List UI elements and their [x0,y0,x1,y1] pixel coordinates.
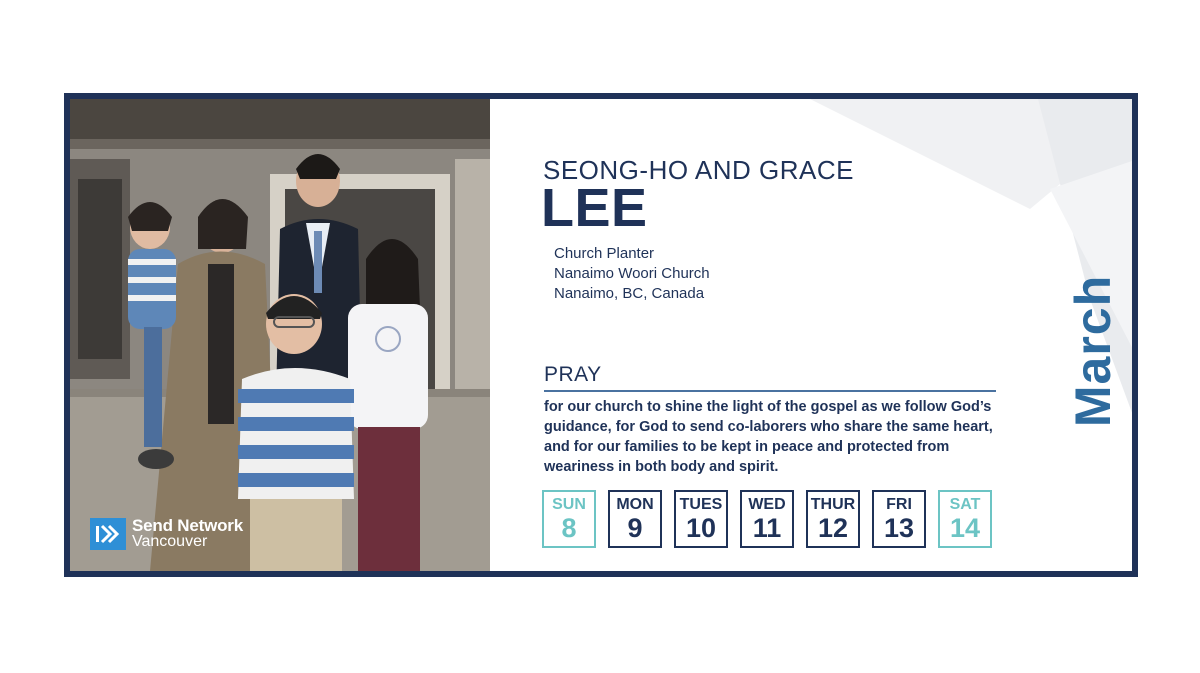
day-sat [938,490,992,548]
prayer-text: for our church to shine the light of the gospel as we follow God’s guidance, for God to send co-laborers who share the same heart, and for our families to be kept in peace and protected from weariness in both body and spirit. [544,399,993,475]
day-tues [674,490,728,548]
first-names: SEONG-HO AND GRACE [543,155,854,185]
day-name: TUES [679,495,723,513]
day-number: 9 [627,512,643,543]
location: Nanaimo, BC, Canada [554,285,705,302]
day-number: 10 [685,512,717,543]
play-chevrons-icon [90,518,126,550]
pray-divider [544,390,996,392]
day-name: MON [616,495,654,513]
day-name: SAT [949,495,981,513]
info-panel [490,99,1138,571]
planter-details [554,244,710,304]
day-number: 12 [817,512,849,543]
send-network-logo [90,517,243,550]
family-photo-illustration [70,99,490,571]
family-photo [70,99,490,571]
month-label: March [1065,274,1121,428]
day-number: 13 [883,512,915,543]
day-thur [806,490,860,548]
day-boxes [542,490,992,548]
day-mon [608,490,662,548]
day-wed [740,490,794,548]
prayer-card [64,93,1138,577]
day-name: FRI [886,495,912,513]
logo-line2: Vancouver [132,533,208,550]
day-name: THUR [810,495,856,513]
logo-line1: Send Network [132,516,243,535]
day-fri [872,490,926,548]
day-number: 11 [752,512,782,543]
day-number: 14 [949,512,981,543]
day-name: SUN [552,495,586,513]
pray-heading: PRAY [544,363,602,386]
day-name: WED [748,495,786,513]
day-number: 8 [561,512,577,543]
church-name: Nanaimo Woori Church [554,265,710,282]
day-sun [542,490,596,548]
role: Church Planter [554,245,655,262]
last-name: LEE [541,178,648,238]
